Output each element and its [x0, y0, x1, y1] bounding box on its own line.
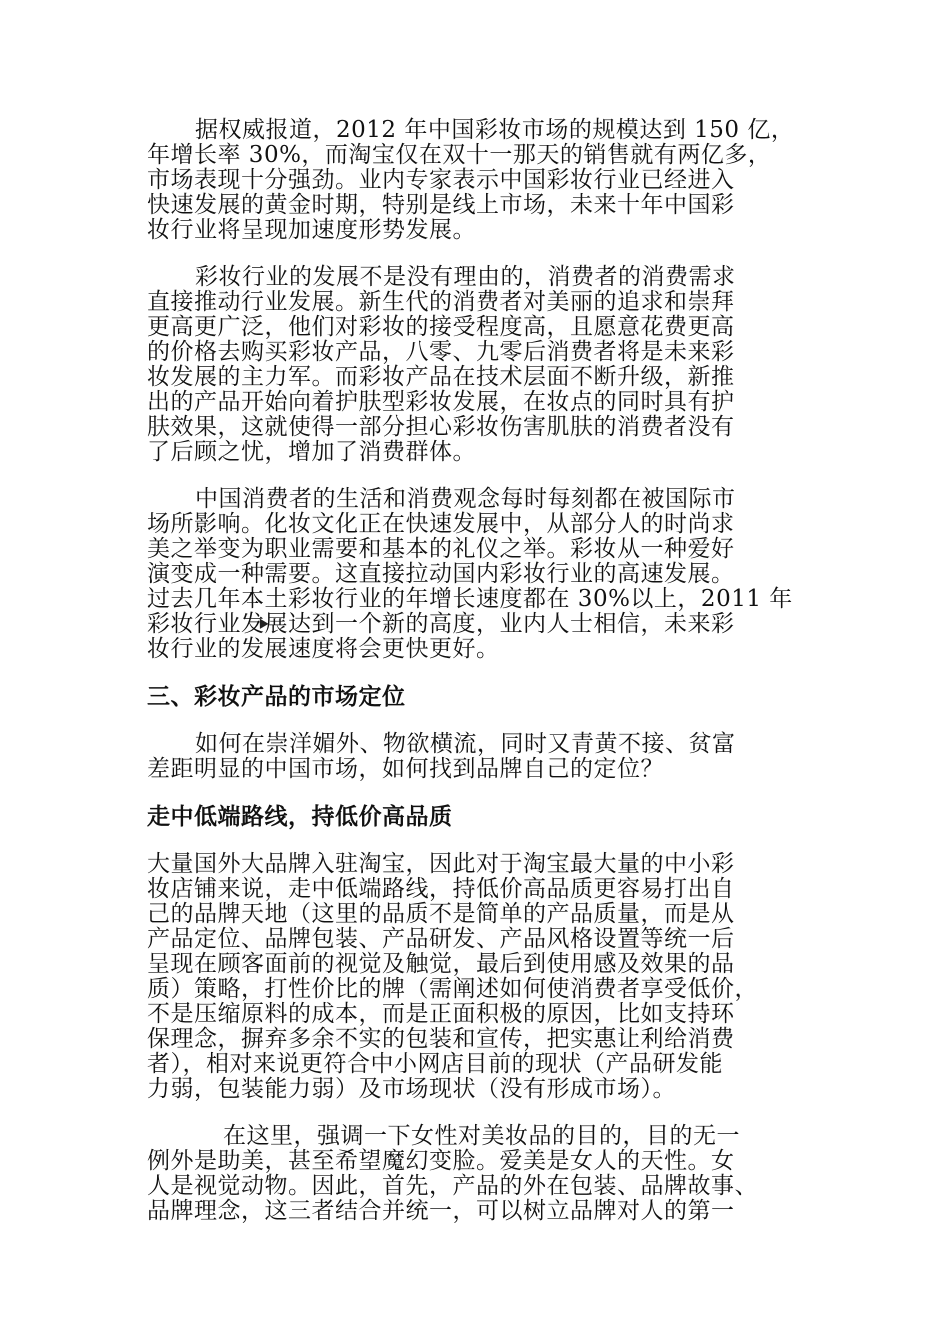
text-line: 直接推动行业发展。新生代的消费者对美丽的追求和崇拜: [147, 289, 735, 315]
text-line: 肤效果，这就使得一部分担心彩妆伤害肌肤的消费者没有: [147, 414, 735, 440]
text-line: 市场表现十分强劲。业内专家表示中国彩妆行业已经进入: [147, 167, 735, 193]
text-line: 美之举变为职业需要和基本的礼仪之举。彩妆从一种爱好: [147, 536, 735, 562]
text-line: 不是压缩原料的成本，而是正面积极的原因，比如支持环: [147, 1001, 735, 1027]
text-line: 保理念，摒弃多余不实的包装和宣传，把实惠让利给消费: [147, 1026, 735, 1052]
paragraph-strategy-detail: [147, 852, 807, 1102]
text-line: 呈现在顾客面前的视觉及触觉，最后到使用感及效果的品: [147, 951, 735, 977]
text-line: 过去几年本土彩妆行业的年增长速度都在 30%以上，2011 年: [147, 586, 793, 612]
text-line: 妆行业的发展速度将会更快更好。: [147, 636, 500, 662]
text-line: 了后顾之忧，增加了消费群体。: [147, 439, 476, 465]
paragraph-industry-growth: [147, 265, 807, 465]
text-line: 妆发展的主力军。而彩妆产品在技术层面不断升级，新推: [147, 364, 735, 390]
document-page: [147, 118, 807, 1246]
text-line: 更高更广泛，他们对彩妆的接受程度高，且愿意花费更高: [147, 314, 735, 340]
text-line: 例外是助美，甚至希望魔幻变脸。爱美是女人的天性。女: [147, 1148, 735, 1174]
text-line: 的价格去购买彩妆产品，八零、九零后消费者将是未来彩: [147, 339, 735, 365]
text-line: 产品定位、品牌包装、产品研发、产品风格设置等统一后: [147, 926, 735, 952]
text-line: 出的产品开始向着护肤型彩妆发展，在妆点的同时具有护: [147, 389, 735, 415]
text-line: 力弱，包装能力弱）及市场现状（没有形成市场）。: [147, 1076, 676, 1102]
text-line: 己的品牌天地（这里的品质不是简单的产品质量，而是从: [147, 901, 735, 927]
text-line: 人是视觉动物。因此，首先，产品的外在包装、品牌故事、: [147, 1173, 758, 1199]
section-heading-market-positioning: 三、彩妆产品的市场定位: [147, 684, 406, 710]
paragraph-market-scale: [147, 118, 807, 243]
text-line: 演变成一种需要。这直接拉动国内彩妆行业的高速发展。: [147, 561, 735, 587]
text-line: 质）策略，打性价比的牌（需阐述如何使消费者享受低价，: [147, 976, 758, 1002]
text-line: 妆店铺来说，走中低端路线，持低价高品质更容易打出自: [147, 876, 735, 902]
text-line: 中国消费者的生活和消费观念每时每刻都在被国际市: [195, 486, 736, 512]
paragraph-positioning-question: [147, 732, 807, 782]
subheading-low-price-strategy: 走中低端路线，持低价高品质: [147, 804, 453, 830]
text-line: 如何在崇洋媚外、物欲横流，同时又青黄不接、贫富: [195, 731, 736, 757]
text-line: 据权威报道，2012 年中国彩妆市场的规模达到 150 亿，: [195, 117, 795, 143]
text-line: 快速发展的黄金时期，特别是线上市场，未来十年中国彩: [147, 192, 735, 218]
text-line: 在这里，强调一下女性对美妆品的目的，目的无一: [223, 1123, 740, 1149]
text-line: 场所影响。化妆文化正在快速发展中，从部分人的时尚求: [147, 511, 735, 537]
text-line: 大量国外大品牌入驻淘宝，因此对于淘宝最大量的中小彩: [147, 851, 735, 877]
text-line: 年增长率 30%，而淘宝仅在双十一那天的销售就有两亿多，: [147, 142, 772, 168]
text-line: 妆行业将呈现加速度形势发展。: [147, 217, 476, 243]
text-line: 彩妆行业发展达到一个新的高度，业内人士相信，未来彩: [147, 611, 735, 637]
text-line: 者），相对来说更符合中小网店目前的现状（产品研发能: [147, 1051, 723, 1077]
text-line: 品牌理念，这三者结合并统一，可以树立品牌对人的第一: [147, 1198, 735, 1224]
text-line: 彩妆行业的发展不是没有理由的，消费者的消费需求: [195, 264, 736, 290]
paragraph-beauty-purpose: [147, 1124, 807, 1224]
text-line: 差距明显的中国市场，如何找到品牌自己的定位？: [147, 756, 664, 782]
paragraph-consumer-influence: [147, 487, 807, 662]
